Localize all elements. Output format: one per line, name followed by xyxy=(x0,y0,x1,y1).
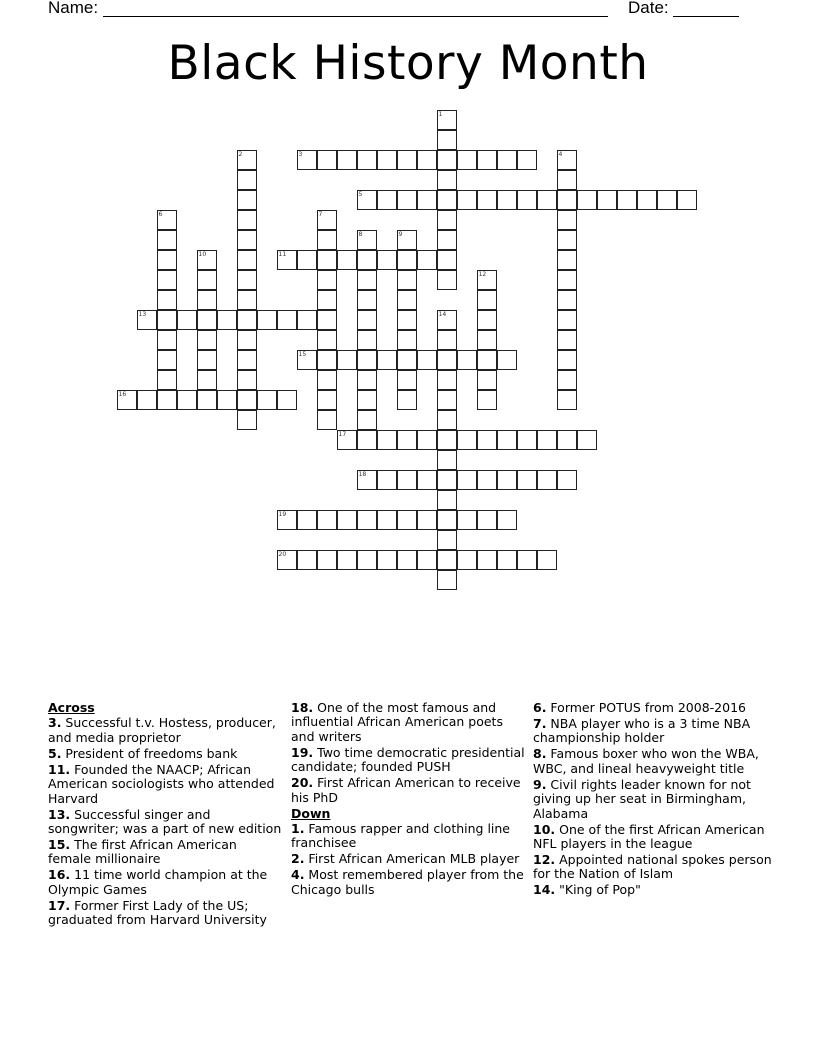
crossword-cell[interactable] xyxy=(477,470,497,490)
crossword-cell[interactable] xyxy=(357,290,377,310)
crossword-cell[interactable] xyxy=(397,370,417,390)
crossword-cell[interactable] xyxy=(317,270,337,290)
crossword-cell[interactable] xyxy=(457,190,477,210)
crossword-cell[interactable] xyxy=(237,250,257,270)
crossword-cell[interactable] xyxy=(497,430,517,450)
crossword-cell[interactable] xyxy=(437,170,457,190)
crossword-cell[interactable] xyxy=(397,290,417,310)
crossword-cell[interactable] xyxy=(217,310,237,330)
crossword-cell[interactable] xyxy=(157,390,177,410)
clue-number-label: 14. xyxy=(533,882,556,898)
clue-text: One of the most famous and influential African American poets and writers xyxy=(291,700,503,744)
clue-number: 1 xyxy=(438,110,443,118)
crossword-cell[interactable] xyxy=(477,430,497,450)
clue-number: 11 xyxy=(278,250,287,258)
crossword-cell[interactable] xyxy=(357,310,377,330)
crossword-cell[interactable] xyxy=(437,350,457,370)
crossword-cell[interactable] xyxy=(557,330,577,350)
crossword-cell[interactable] xyxy=(317,510,337,530)
crossword-cell[interactable] xyxy=(477,390,497,410)
crossword-cell[interactable] xyxy=(297,550,317,570)
crossword-cell[interactable] xyxy=(477,190,497,210)
clue-number: 19 xyxy=(278,510,287,518)
crossword-cell[interactable] xyxy=(557,230,577,250)
crossword-cell[interactable] xyxy=(557,370,577,390)
clue-text: Two time democratic presidential candidate; founded PUSH xyxy=(291,744,525,775)
crossword-cell[interactable] xyxy=(357,510,377,530)
across-clue xyxy=(48,808,283,837)
crossword-cell[interactable] xyxy=(197,250,217,270)
crossword-cell[interactable] xyxy=(477,510,497,530)
clue-number: 10 xyxy=(198,250,207,258)
across-clue xyxy=(48,838,283,867)
clue-number: 16 xyxy=(118,390,127,398)
crossword-cell[interactable] xyxy=(337,430,357,450)
crossword-cell[interactable] xyxy=(437,250,457,270)
clue-text: Successful singer and songwriter; was a part of new edition xyxy=(48,806,282,837)
crossword-cell[interactable] xyxy=(517,470,537,490)
clue-text: One of the first African American NFL players in the league xyxy=(533,821,765,852)
crossword-cell[interactable] xyxy=(417,470,437,490)
crossword-cell[interactable] xyxy=(237,270,257,290)
clue-number: 15 xyxy=(298,350,307,358)
crossword-cell[interactable] xyxy=(377,430,397,450)
crossword-cell[interactable] xyxy=(317,370,337,390)
clue-number-label: 8. xyxy=(533,746,547,762)
crossword-cell[interactable] xyxy=(357,370,377,390)
crossword-cell[interactable] xyxy=(537,470,557,490)
crossword-cell[interactable] xyxy=(277,250,297,270)
clue-number-label: 3. xyxy=(48,715,62,731)
crossword-cell[interactable] xyxy=(477,270,497,290)
crossword-cell[interactable] xyxy=(437,210,457,230)
crossword-cell[interactable] xyxy=(317,310,337,330)
crossword-cell[interactable] xyxy=(437,370,457,390)
clue-number: 8 xyxy=(358,230,363,238)
crossword-cell[interactable] xyxy=(377,190,397,210)
clue-number: 5 xyxy=(358,190,363,198)
crossword-cell[interactable] xyxy=(357,430,377,450)
across-clue xyxy=(291,746,526,775)
clue-number: 9 xyxy=(398,230,403,238)
crossword-cell[interactable] xyxy=(397,350,417,370)
clue-number: 3 xyxy=(298,150,303,158)
down-clue xyxy=(533,823,773,852)
crossword-cell[interactable] xyxy=(357,230,377,250)
crossword-cell[interactable] xyxy=(277,310,297,330)
crossword-cell[interactable] xyxy=(477,310,497,330)
crossword-cell[interactable] xyxy=(397,150,417,170)
crossword-cell[interactable] xyxy=(197,390,217,410)
crossword-cell[interactable] xyxy=(617,190,637,210)
clue-number: 4 xyxy=(558,150,563,158)
down-heading: Down xyxy=(291,805,331,821)
crossword-cell[interactable] xyxy=(197,350,217,370)
crossword-cell[interactable] xyxy=(437,530,457,550)
crossword-cell[interactable] xyxy=(317,210,337,230)
crossword-cell[interactable] xyxy=(157,210,177,230)
crossword-cell[interactable] xyxy=(437,490,457,510)
crossword-cell[interactable] xyxy=(277,390,297,410)
crossword-cell[interactable] xyxy=(437,550,457,570)
clue-text: "King of Pop" xyxy=(555,882,641,898)
crossword-cell[interactable] xyxy=(477,370,497,390)
crossword-cell[interactable] xyxy=(157,350,177,370)
crossword-cell[interactable] xyxy=(497,350,517,370)
crossword-cell[interactable] xyxy=(197,290,217,310)
crossword-cell[interactable] xyxy=(457,510,477,530)
crossword-cell[interactable] xyxy=(517,190,537,210)
crossword-cell[interactable] xyxy=(377,250,397,270)
clue-number-label: 6. xyxy=(533,700,547,715)
crossword-cell[interactable] xyxy=(417,190,437,210)
crossword-cell[interactable] xyxy=(157,370,177,390)
crossword-cell[interactable] xyxy=(557,350,577,370)
crossword-cell[interactable] xyxy=(257,310,277,330)
crossword-cell[interactable] xyxy=(337,550,357,570)
crossword-cell[interactable] xyxy=(537,190,557,210)
crossword-cell[interactable] xyxy=(397,470,417,490)
crossword-cell[interactable] xyxy=(357,250,377,270)
crossword-cell[interactable] xyxy=(177,310,197,330)
crossword-cell[interactable] xyxy=(337,250,357,270)
clue-number: 7 xyxy=(318,210,323,218)
clues-column-3 xyxy=(533,701,773,899)
crossword-cell[interactable] xyxy=(477,330,497,350)
clue-text: Appointed national spokes person for the Nation of Islam xyxy=(533,852,772,882)
across-clue xyxy=(48,747,283,761)
crossword-cell[interactable] xyxy=(317,390,337,410)
crossword-cell[interactable] xyxy=(237,310,257,330)
clue-number-label: 15. xyxy=(48,837,71,853)
crossword-cell[interactable] xyxy=(497,470,517,490)
crossword-cell[interactable] xyxy=(437,510,457,530)
crossword-cell[interactable] xyxy=(397,330,417,350)
crossword-cell[interactable] xyxy=(557,250,577,270)
crossword-cell[interactable] xyxy=(377,510,397,530)
down-clue xyxy=(291,852,526,866)
clue-text: Successful t.v. Hostess, producer, and media proprietor xyxy=(48,715,276,745)
clue-text: Civil rights leader known for not giving up her seat in Birmingham, Alabama xyxy=(533,776,751,821)
crossword-cell[interactable] xyxy=(397,250,417,270)
crossword-cell[interactable] xyxy=(317,150,337,170)
crossword-cell[interactable] xyxy=(557,310,577,330)
crossword-cell[interactable] xyxy=(157,310,177,330)
crossword-cell[interactable] xyxy=(537,550,557,570)
crossword-cell[interactable] xyxy=(117,390,137,410)
crossword-cell[interactable] xyxy=(417,250,437,270)
crossword-cell[interactable] xyxy=(657,190,677,210)
clue-number: 14 xyxy=(438,310,447,318)
clue-number: 17 xyxy=(338,430,347,438)
crossword-cell[interactable] xyxy=(237,390,257,410)
clue-number-label: 1. xyxy=(291,821,305,837)
crossword-cell[interactable] xyxy=(437,270,457,290)
crossword-cell[interactable] xyxy=(277,550,297,570)
across-clue xyxy=(48,868,283,897)
crossword-cell[interactable] xyxy=(337,350,357,370)
crossword-cell[interactable] xyxy=(357,410,377,430)
crossword-cell[interactable] xyxy=(237,290,257,310)
crossword-cell[interactable] xyxy=(237,190,257,210)
crossword-cell[interactable] xyxy=(577,430,597,450)
crossword-cell[interactable] xyxy=(157,230,177,250)
crossword-cell[interactable] xyxy=(437,190,457,210)
clue-number-label: 9. xyxy=(533,776,547,792)
clue-text: Most remembered player from the Chicago bulls xyxy=(291,867,524,897)
crossword-cell[interactable] xyxy=(157,270,177,290)
crossword-cell[interactable] xyxy=(437,310,457,330)
clue-number-label: 7. xyxy=(533,716,547,731)
clue-number-label: 11. xyxy=(48,761,71,777)
crossword-cell[interactable] xyxy=(557,150,577,170)
crossword-cell[interactable] xyxy=(317,250,337,270)
clue-text: Famous boxer who won the WBA, WBC, and lineal heavyweight title xyxy=(533,746,759,776)
crossword-cell[interactable] xyxy=(437,450,457,470)
across-clue xyxy=(291,776,526,805)
crossword-cell[interactable] xyxy=(417,350,437,370)
down-clue xyxy=(291,822,526,851)
clue-number-label: 13. xyxy=(48,806,71,822)
crossword-cell[interactable] xyxy=(557,190,577,210)
crossword-cell[interactable] xyxy=(557,210,577,230)
crossword-cell[interactable] xyxy=(357,270,377,290)
clue-number: 20 xyxy=(278,550,287,558)
down-clue xyxy=(533,853,773,882)
down-clue xyxy=(533,747,773,776)
crossword-cell[interactable] xyxy=(317,230,337,250)
down-clue xyxy=(533,701,773,715)
down-clue xyxy=(533,883,773,897)
across-clue xyxy=(48,716,283,745)
clue-number-label: 12. xyxy=(533,852,556,868)
crossword-cell[interactable] xyxy=(337,510,357,530)
clues-column-2 xyxy=(291,701,526,899)
crossword-cell[interactable] xyxy=(357,150,377,170)
crossword-cell[interactable] xyxy=(557,470,577,490)
across-clue xyxy=(48,899,283,928)
crossword-cell[interactable] xyxy=(237,210,257,230)
clue-number-label: 19. xyxy=(291,744,314,760)
crossword-cell[interactable] xyxy=(437,410,457,430)
crossword-cell[interactable] xyxy=(477,550,497,570)
crossword-cell[interactable] xyxy=(477,350,497,370)
clue-number: 13 xyxy=(138,310,147,318)
crossword-cell[interactable] xyxy=(357,330,377,350)
clue-number: 18 xyxy=(358,470,367,478)
crossword-cell[interactable] xyxy=(497,550,517,570)
crossword-cell[interactable] xyxy=(397,190,417,210)
crossword-cell[interactable] xyxy=(377,550,397,570)
clue-number: 12 xyxy=(478,270,487,278)
crossword-cell[interactable] xyxy=(397,550,417,570)
crossword-cell[interactable] xyxy=(457,350,477,370)
crossword-cell[interactable] xyxy=(217,390,237,410)
crossword-cell[interactable] xyxy=(337,150,357,170)
crossword-cell[interactable] xyxy=(237,370,257,390)
crossword-cell[interactable] xyxy=(157,250,177,270)
crossword-cell[interactable] xyxy=(297,310,317,330)
crossword-cell[interactable] xyxy=(497,510,517,530)
crossword-cell[interactable] xyxy=(377,350,397,370)
crossword-cell[interactable] xyxy=(457,470,477,490)
crossword-cell[interactable] xyxy=(437,390,457,410)
crossword-cell[interactable] xyxy=(637,190,657,210)
crossword-cell[interactable] xyxy=(437,110,457,130)
crossword-cell[interactable] xyxy=(517,150,537,170)
crossword-cell[interactable] xyxy=(517,550,537,570)
crossword-cell[interactable] xyxy=(457,430,477,450)
crossword-cell[interactable] xyxy=(297,150,317,170)
crossword-cell[interactable] xyxy=(497,190,517,210)
clue-number: 6 xyxy=(158,210,163,218)
clue-text: Famous rapper and clothing line franchisee xyxy=(291,821,511,851)
crossword-cell[interactable] xyxy=(177,390,197,410)
clue-number-label: 20. xyxy=(291,775,314,791)
crossword-cell[interactable] xyxy=(317,350,337,370)
crossword-cell[interactable] xyxy=(557,430,577,450)
crossword-cell[interactable] xyxy=(317,550,337,570)
crossword-cell[interactable] xyxy=(417,150,437,170)
across-heading: Across xyxy=(48,700,95,715)
crossword-cell[interactable] xyxy=(237,410,257,430)
crossword-cell[interactable] xyxy=(237,350,257,370)
down-clue xyxy=(533,717,773,746)
crossword-cell[interactable] xyxy=(397,230,417,250)
clue-number-label: 2. xyxy=(291,851,305,867)
crossword-cell[interactable] xyxy=(237,170,257,190)
crossword-cell[interactable] xyxy=(517,430,537,450)
down-clue xyxy=(291,868,526,897)
crossword-cell[interactable] xyxy=(537,430,557,450)
clue-text: Founded the NAACP; African American sociologists who attended Harvard xyxy=(48,761,275,806)
down-clue xyxy=(533,778,773,821)
crossword-cell[interactable] xyxy=(357,550,377,570)
crossword-cell[interactable] xyxy=(317,330,337,350)
crossword-cell[interactable] xyxy=(397,270,417,290)
crossword-cell[interactable] xyxy=(237,330,257,350)
clue-text: Former POTUS from 2008-2016 xyxy=(546,700,746,715)
clue-text: President of freedoms bank xyxy=(61,745,238,761)
crossword-cell[interactable] xyxy=(417,510,437,530)
clue-number: 2 xyxy=(238,150,243,158)
crossword-cell[interactable] xyxy=(437,230,457,250)
crossword-cell[interactable] xyxy=(397,510,417,530)
clue-text: First African American MLB player xyxy=(304,851,520,867)
clue-number-label: 5. xyxy=(48,745,62,761)
crossword-cell[interactable] xyxy=(417,550,437,570)
crossword-cell[interactable] xyxy=(257,390,277,410)
clue-number-label: 16. xyxy=(48,867,71,883)
crossword-cell[interactable] xyxy=(357,350,377,370)
clue-text: The first African American female millionaire xyxy=(48,837,237,867)
crossword-cell[interactable] xyxy=(577,190,597,210)
crossword-cell[interactable] xyxy=(457,150,477,170)
crossword-cell[interactable] xyxy=(297,510,317,530)
crossword-cell[interactable] xyxy=(557,170,577,190)
clue-number-label: 10. xyxy=(533,821,556,837)
clue-text: First African American to receive his PhD xyxy=(291,775,521,805)
clue-number-label: 4. xyxy=(291,867,305,883)
crossword-cell[interactable] xyxy=(557,270,577,290)
crossword-cell[interactable] xyxy=(397,310,417,330)
crossword-cell[interactable] xyxy=(237,150,257,170)
crossword-cell[interactable] xyxy=(197,270,217,290)
crossword-cell[interactable] xyxy=(437,570,457,590)
crossword-cell[interactable] xyxy=(157,290,177,310)
crossword-cell[interactable] xyxy=(557,390,577,410)
crossword-cell[interactable] xyxy=(297,250,317,270)
crossword-cell[interactable] xyxy=(357,470,377,490)
crossword-cell[interactable] xyxy=(437,470,457,490)
across-clue xyxy=(48,763,283,806)
page-title: Black History Month xyxy=(167,36,649,91)
crossword-cell[interactable] xyxy=(397,430,417,450)
crossword-cell[interactable] xyxy=(357,390,377,410)
clue-text: NBA player who is a 3 time NBA championship holder xyxy=(533,716,751,746)
crossword-cell[interactable] xyxy=(317,290,337,310)
crossword-cell[interactable] xyxy=(377,470,397,490)
crossword-cell[interactable] xyxy=(597,190,617,210)
crossword-cell[interactable] xyxy=(437,130,457,150)
crossword-cell[interactable] xyxy=(237,230,257,250)
crossword-cell[interactable] xyxy=(377,150,397,170)
crossword-cell[interactable] xyxy=(197,370,217,390)
crossword-cell[interactable] xyxy=(297,350,317,370)
crossword-cell[interactable] xyxy=(157,330,177,350)
crossword-cell[interactable] xyxy=(557,290,577,310)
across-clue xyxy=(291,701,526,744)
crossword-cell[interactable] xyxy=(477,290,497,310)
crossword-cell[interactable] xyxy=(137,310,157,330)
crossword-cell[interactable] xyxy=(437,330,457,350)
crossword-cell[interactable] xyxy=(277,510,297,530)
clue-number-label: 18. xyxy=(291,700,314,715)
name-label: Name: xyxy=(48,0,99,17)
crossword-cell[interactable] xyxy=(197,310,217,330)
crossword-cell[interactable] xyxy=(677,190,697,210)
crossword-cell[interactable] xyxy=(137,390,157,410)
crossword-cell[interactable] xyxy=(357,190,377,210)
crossword-cell[interactable] xyxy=(317,410,337,430)
clue-text: Former First Lady of the US; graduated from Harvard University xyxy=(48,897,267,928)
crossword-cell[interactable] xyxy=(437,150,457,170)
crossword-cell[interactable] xyxy=(197,330,217,350)
date-label: Date: xyxy=(628,0,669,17)
crossword-cell[interactable] xyxy=(397,390,417,410)
clue-number-label: 17. xyxy=(48,897,71,913)
crossword-cell[interactable] xyxy=(457,550,477,570)
crossword-cell[interactable] xyxy=(477,150,497,170)
clue-text: 11 time world champion at the Olympic Games xyxy=(48,867,268,897)
crossword-cell[interactable] xyxy=(417,430,437,450)
crossword-cell[interactable] xyxy=(437,430,457,450)
clues-column-1 xyxy=(48,701,283,929)
crossword-cell[interactable] xyxy=(497,150,517,170)
